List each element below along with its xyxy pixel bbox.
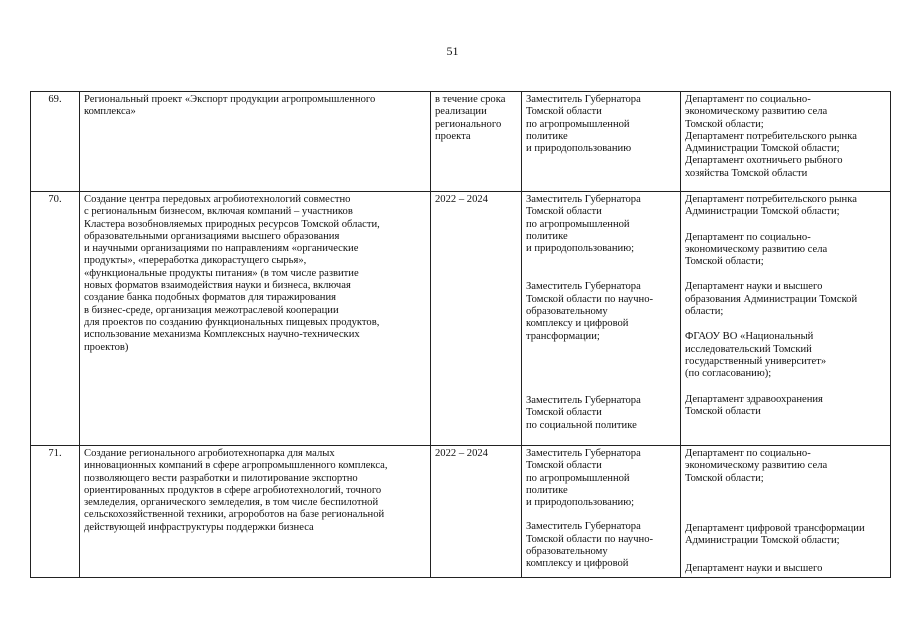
page-number: 51 [446,44,459,58]
measure-name: Создание регионального агробиотехнопарка для малых инновационных компаний в сфере агропромышленного комплекса, позволяющего вести разработки и пилотирование экспортно ориентированных продуктов в сфере агробиотехнологий, точного земледелия, органического земледелия, в том числе беспилотной сельскохозяйственной техники, агророботов на базе региональной действующей инфраструктуры поддержки бизнеса [80,446,431,578]
responsible-entry: Заместитель Губернатора Томской области по агропромышленной политике и природопользованию; [526,448,641,509]
responsible-officials [522,92,681,192]
responsible-entry: Заместитель Губернатора Томской области по социальной политике [526,394,641,431]
executor-entry: Департамент потребительского рынка Администрации Томской области; [685,194,857,218]
measures-table [30,91,891,578]
executor-entry: Департамент цифровой трансформации Администрации Томской области; [685,522,865,547]
responsible-officials [522,192,681,446]
responsible-entry: Заместитель Губернатора Томской области по агропромышленной политике и природопользованию [526,94,641,155]
measure-name: Создание центра передовых агробиотехнологий совместно с региональным бизнесом, включая компаний – участников Кластера возобновляемых природных ресурсов Томской области, образовательными организациями высшего образования и научными организациями по направлениям «органические продукты», «переработка дикорастущего сырья», «функциональные продукты питания» (в том числе развитие новых форматов взаимодействия науки и бизнеса, включая создание банка подобных форматов для тиражирования в бизнес-среде, организация межотраслевой кооперации для проектов по созданию функциональных пищевых продуктов, использование механизма Комплексных научно-технических проектов) [80,192,431,446]
table-row [31,92,891,192]
implementation-term: в течение срока реализации регионального проекта [431,92,522,192]
measure-name: Региональный проект «Экспорт продукции агропромышленного комплекса» [80,92,431,192]
executor-entry: Департамент здравоохранения Томской области [685,393,823,417]
responsible-entry: Заместитель Губернатора Томской области по агропромышленной политике и природопользованию; [526,194,641,255]
executor-entry: Департамент по социально- экономическому развитию села Томской области; Департамент потребительского рынка Администрации Томской области; Департамент охотничьего рыбного хозяйства Томской области [685,94,857,179]
responsible-entry: Заместитель Губернатора Томской области по научно- образовательному комплексу и цифровой [526,521,654,570]
table-row [31,446,891,578]
implementation-term: 2022 – 2024 [431,446,522,578]
executors [681,192,891,446]
executor-entry: Департамент по социально- экономическому развитию села Томской области; [685,448,828,484]
table-row [31,192,891,446]
row-number: 71. [31,446,80,578]
executor-entry: Департамент по социально- экономическому развитию села Томской области; [685,231,828,268]
executor-entry: Департамент науки и высшего образования Администрации Томской области; [685,281,858,318]
row-number: 70. [31,192,80,446]
implementation-term: 2022 – 2024 [431,192,522,446]
row-number: 69. [31,92,80,192]
executors [681,446,891,578]
responsible-entry: Заместитель Губернатора Томской области по научно- образовательному комплексу и цифровой трансформации; [526,281,654,342]
executor-entry: ФГАОУ ВО «Национальный исследовательский Томский государственный университет» (по согласованию); [685,331,827,380]
responsible-officials [522,446,681,578]
executor-entry: Департамент науки и высшего [685,563,823,575]
executors [681,92,891,192]
